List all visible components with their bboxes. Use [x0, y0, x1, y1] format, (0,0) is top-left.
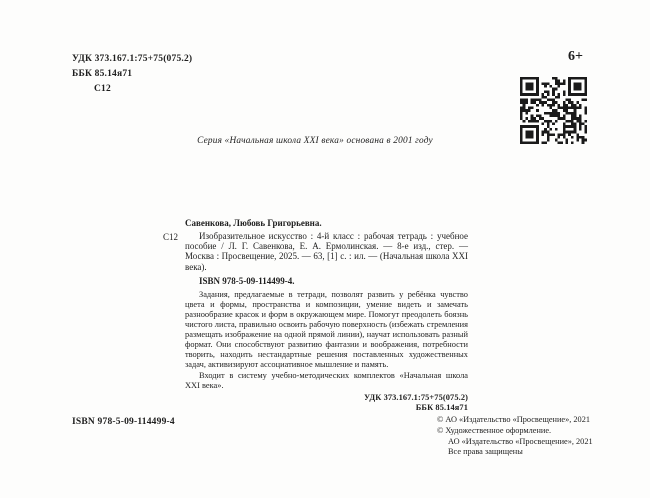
isbn-catalog: ISBN 978-5-09-114499-4.: [199, 275, 295, 286]
qr-code-icon: [520, 77, 587, 144]
bbk-number-footer: ББК 85.14я71: [415, 402, 468, 412]
qr-code-graphic: [520, 77, 587, 144]
author-sign-code: С12: [94, 84, 111, 94]
copyright-line: © Художественное оформление.: [437, 425, 552, 435]
copyright-line: АО «Издательство «Просвещение», 2021: [448, 436, 593, 446]
bibliographic-description: Изобразительное искусство : 4-й класс : рабочая тетрадь : учебное пособие / Л. Г. Савенкова, Е. А. Ермолинская. — 8-е изд., стер. — Москва : Просвещение, 2025. — 63, [1] с. : ил. — (Начальная школа XXI века).: [185, 231, 468, 272]
copyright-line: Все права защищены: [448, 447, 523, 457]
age-rating-badge: 6+: [568, 49, 583, 64]
catalog-card: [185, 218, 468, 413]
catalog-code: С12: [163, 232, 179, 242]
imprint-codes-footer: [185, 393, 468, 413]
copyright-line: © АО «Издательство «Просвещение», 2021: [437, 415, 591, 424]
isbn-bottom: ISBN 978-5-09-114499-4: [72, 417, 175, 427]
udk-number-footer: УДК 373.167.1:75+75(075.2): [363, 392, 468, 402]
imprint-codes-block: [72, 52, 192, 97]
udk-number: УДК 373.167.1:75+75(075.2): [72, 54, 193, 64]
bbk-number: ББК 85.14я71: [72, 69, 133, 79]
annotation-paragraph-2: Входит в систему учебно-методических комплектов «Начальная школа XXI века».: [185, 370, 468, 390]
author-heading: Савенкова, Любовь Григорьевна.: [185, 218, 322, 228]
annotation-paragraph-1: Задания, предлагаемые в тетради, позволят развить у ребёнка чувство цвета и формы, пространства и композиции, умение видеть и замечать разнообразие красок и форм в окружающем мире. Помогут преодолеть боязнь чистого листа, правильно освоить рабочую поверхность (избежать стремления размещать изображение на одной прямой линии), научат использовать разный формат. Они способствуют развитию фантазии и воображения, потребности творить, находить нестандартные решения поставленных художественных задач, активизируют ассоциативное мышление и память.: [185, 289, 468, 369]
series-note: Серия «Начальная школа XXI века» основана в 2001 году: [197, 136, 433, 146]
copyright-block: [437, 415, 593, 458]
